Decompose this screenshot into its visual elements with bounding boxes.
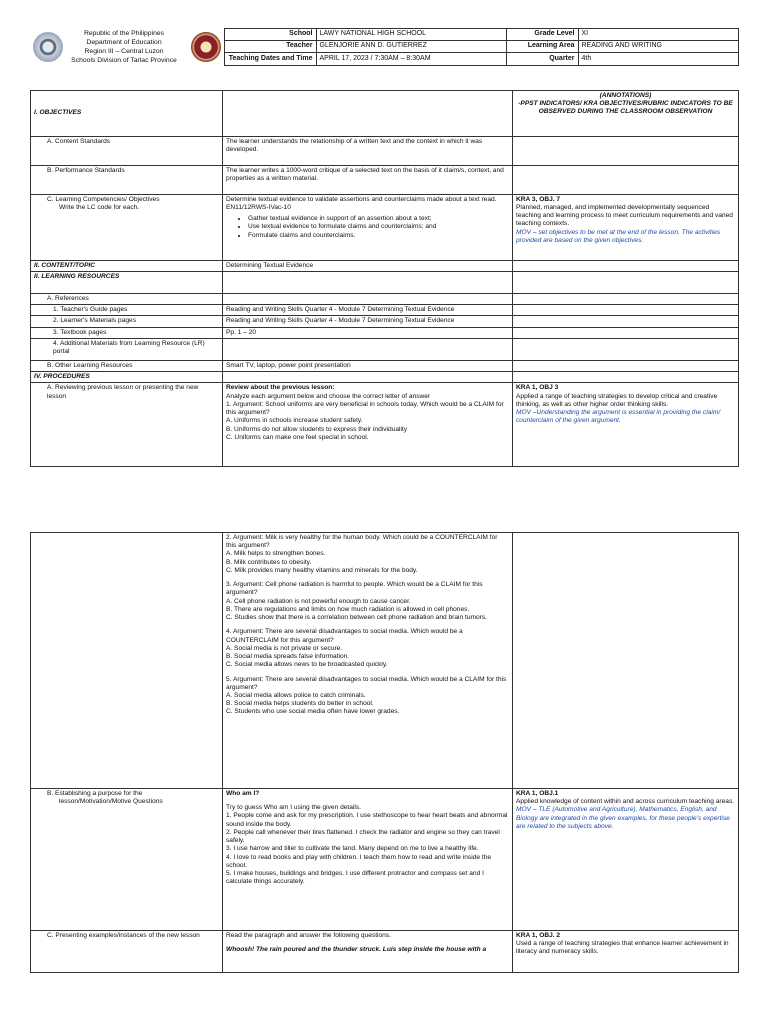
objectives-table: I. OBJECTIVES (ANNOTATIONS) -PPST INDICATORS/ KRA OBJECTIVES/RUBRIC INDICATORS TO BE OBSERVED DURING THE CLASSROOM OBSERVATION A. Content Standards The learner understands the relationship of a written text and the context in which it was developed. B. Performance Standards The learner writes a 1000-word critique of a selected text on the basis of it claim/s, context, and properties as a written material. C. Learning Competencies/ Objectives Write the LC code for each. Determine textual evidence to validate assertions and counterclaims made about a text read. EN11/12RWS-IVac-10 • Gather textual evidence in support of an assertion about a text; • Use textual evidence to formulate claims and counterclaims; and • Formulate claims and counterclaims. KRA 3, OBJ. 7 Planned, managed, and implemented developmentally sequenced teaching and learning process to meet curriculum requirements and varied teaching contexts. MOV – set objectives to be met at the end of the lesson. The activities provided are based on the given objectives. II. CONTENT/TOPIC Determining Textual Evidence II. LEARNING RESOURCES A. References 1. Teacher's Guide pages Reading and Writing Skills Quarter 4 - Module 7 Determining Textual Evidence 2. Learner's Materials pages Reading and Writing Skills Quarter 4 - Module 7 Determining Textual Evidence 3. Textbook pages Pp. 1 – 20 4. Additional Materials from Learning Resource (LR) portal B. Other Learning Resources Smart TV, laptop, power point presentation IV. PROCEDURES A. Reviewing previous lesson or presenting the new lesson Review about the previous lesson: Analyze each argument below and choose the correct letter of answer 1. Argument: School uniforms are very beneficial in schools today. Which would be a CLAIM for this argument? A. Uniforms in schools increase student safety. B. Uniforms do not allow students to express their individuality C. Uniforms can make one feel special in school. KRA 1, OBJ 3 Applied a range of teaching strategies to develop critical and creative thinking, as well as other higher order thinking skills. MOV –Understanding the argument is essential in providing the claim/ counterclaim of the given argument. <box>30 90 739 468</box>
lesson-plan-page-1 <box>30 28 738 467</box>
kra-annotation-4: KRA 1, OBJ. 2 Used a range of teaching strategies that enhance learner achievement in literacy and numeracy skills. <box>513 931 739 973</box>
examples-activity: Read the paragraph and answer the following questions. Whoosh! The rain poured and the thunder struck. Luis step inside the house with a <box>223 931 513 973</box>
lesson-plan-page-2 <box>30 532 738 973</box>
motivation-activity: Who am I? Try to guess Who am I using the given details. 1. People come and ask for my prescription. I use stethoscope to hear heart beats and abnormal sound inside the body. 2. People call whenever their tires flattened. I check the radiator and engine so they can travel safely. 3. I use harrow and tiller to cultivate the land. Many depend on me to live a healthy life. 4. I love to read books and play with children. I teach them how to read and write inside the school. 5. I make houses, buildings and bridges. I use different protractor and compass set and I calculate things accurately. <box>223 789 513 931</box>
kra-annotation-1: KRA 3, OBJ. 7 Planned, managed, and implemented developmentally sequenced teaching and learning process to meet curriculum requirements and varied teaching contexts. MOV – set objectives to be met at the end of the lesson. The activities provided are based on the given objectives. <box>513 194 739 260</box>
review-activity: Review about the previous lesson: Analyze each argument below and choose the correct letter of answer 1. Argument: School uniforms are very beneficial in schools today. Which would be a CLAIM for this argument? A. Uniforms in schools increase student safety. B. Uniforms do not allow students to express their individuality C. Uniforms can make one feel special in school. <box>223 383 513 467</box>
school-value: LAWY NATIONAL HIGH SCHOOL <box>316 29 506 41</box>
kra-annotation-3: KRA 1, OBJ.1 Applied knowledge of content within and across curriculum teaching areas. MOV – TLE (Automotive and Agriculture), Mathematics, English, and Biology are integrated in the given examples, for these people's expertise are related to the subjects above. <box>513 789 739 931</box>
dates-value: APRIL 17, 2023 / 7:30AM – 8:30AM <box>316 53 506 65</box>
learning-competencies: Determine textual evidence to validate assertions and counterclaims made about a text read. EN11/12RWS-IVac-10 • Gather textual evidence in support of an assertion about a text; • Use textual evidence to formulate claims and counterclaims; and • Formulate claims and counterclaims. <box>223 194 513 260</box>
area-value: READING AND WRITING <box>578 41 738 53</box>
school-seal-icon <box>191 32 221 62</box>
deped-seal-icon <box>33 32 63 62</box>
header-table: Republic of the Philippines Department of Education Region III – Central Luzon Schools Division of Tarlac Province School LAWY NATIONAL HIGH SCHOOL Grade Level XI Teacher GLENJORIE ANN D. GUTIERREZ Learning Area READING AND WRITING Teaching Dates and Time APRIL 17, 2023 / 7:30AM – 8:30AM Quarter 4th <box>30 28 739 66</box>
grade-value: XI <box>578 29 738 41</box>
kra-annotation-2: KRA 1, OBJ 3 Applied a range of teaching strategies to develop critical and creative thinking, as well as other higher order thinking skills. MOV –Understanding the argument is essential in providing the claim/ counterclaim of the given argument. <box>513 383 739 467</box>
performance-standards: The learner writes a 1000-word critique of a selected text on the basis of it claim/s, context, and properties as a written material. <box>223 165 513 194</box>
procedures-table: 2. Argument: Milk is very healthy for the human body. Which could be a COUNTERCLAIM for this argument? A. Milk helps to strengthen bones. B. Milk contributes to obesity. C. Milk provides many healthy vitamins and minerals for the body. 3. Argument: Cell phone radiation is harmful to people. Which would be a CLAIM for this argument? A. Cell phone radiation is not powerful enough to cause cancer. B. There are regulations and limits on how much radiation is allowed in cell phones. C. Studies show that there is a correlation between cell phone radiation and brain tumors. 4. Argument: There are several disadvantages to social media. Which would be a COUNTERCLAIM for this argument? A. Social media is not private or secure. B. Social media spreads false information. C. Social media allows news to be broadcasted quickly. 5. Argument: There are several disadvantages to social media. Which would be a CLAIM for this argument? A. Social media allows police to catch criminals. B. Social media helps students do better in school. C. Students who use social media often have lower grades. B. Establishing a purpose for the lesson/Motivation/Motive Questions Who am I? Try to guess Who am I using the given details. 1. People come and ask for my prescription. I use stethoscope to hear heart beats and abnormal sound inside the body. 2. People call whenever their tires flattened. I check the radiator and engine so they can travel safely. 3. I use harrow and tiller to cultivate the land. Many depend on me to live a healthy life. 4. I love to read books and play with children. I teach them how to read and write inside the school. 5. I make houses, buildings and bridges. I use different protractor and compass set and I calculate things accurately. KRA 1, OBJ.1 Applied knowledge of content within and across curriculum teaching areas. MOV – TLE (Automotive and Agriculture), Mathematics, English, and Biology are integrated in the given examples, for these people's expertise are related to the subjects above. C. Presenting examples/instances of the new lesson Read the paragraph and answer the following questions. Whoosh! The rain poured and the thunder struck. Luis step inside the house with a KRA 1, OBJ. 2 Used a range of teaching strategies that enhance learner achievement in literacy and numeracy skills. <box>30 532 739 973</box>
teacher-value: GLENJORIE ANN D. GUTIERREZ <box>316 41 506 53</box>
content-standards: The learner understands the relationship of a written text and the context in which it was developed. <box>223 136 513 165</box>
quarter-value: 4th <box>578 53 738 65</box>
agency-block: Republic of the Philippines Department of Education Region III – Central Luzon Schools Division of Tarlac Province <box>71 29 177 65</box>
competency-list: • Gather textual evidence in support of an assertion about a text; • Use textual evidence to formulate claims and counterclaims; and • Formulate claims and counterclaims. <box>226 215 509 240</box>
objectives-title: I. OBJECTIVES <box>31 90 223 136</box>
content-topic: Determining Textual Evidence <box>223 260 513 271</box>
annotations-header: (ANNOTATIONS) -PPST INDICATORS/ KRA OBJECTIVES/RUBRIC INDICATORS TO BE OBSERVED DURING THE CLASSROOM OBSERVATION <box>513 90 739 136</box>
review-activity-continued: 2. Argument: Milk is very healthy for the human body. Which could be a COUNTERCLAIM for this argument? A. Milk helps to strengthen bones. B. Milk contributes to obesity. C. Milk provides many healthy vitamins and minerals for the body. 3. Argument: Cell phone radiation is harmful to people. Which would be a CLAIM for this argument? A. Cell phone radiation is not powerful enough to cause cancer. B. There are regulations and limits on how much radiation is allowed in cell phones. C. Studies show that there is a correlation between cell phone radiation and brain tumors. 4. Argument: There are several disadvantages to social media. Which would be a COUNTERCLAIM for this argument? A. Social media is not private or secure. B. Social media spreads false information. C. Social media allows news to be broadcasted quickly. 5. Argument: There are several disadvantages to social media. Which would be a CLAIM for this argument? A. Social media allows police to catch criminals. B. Social media helps students do better in school. C. Students who use social media often have lower grades. <box>223 533 513 789</box>
